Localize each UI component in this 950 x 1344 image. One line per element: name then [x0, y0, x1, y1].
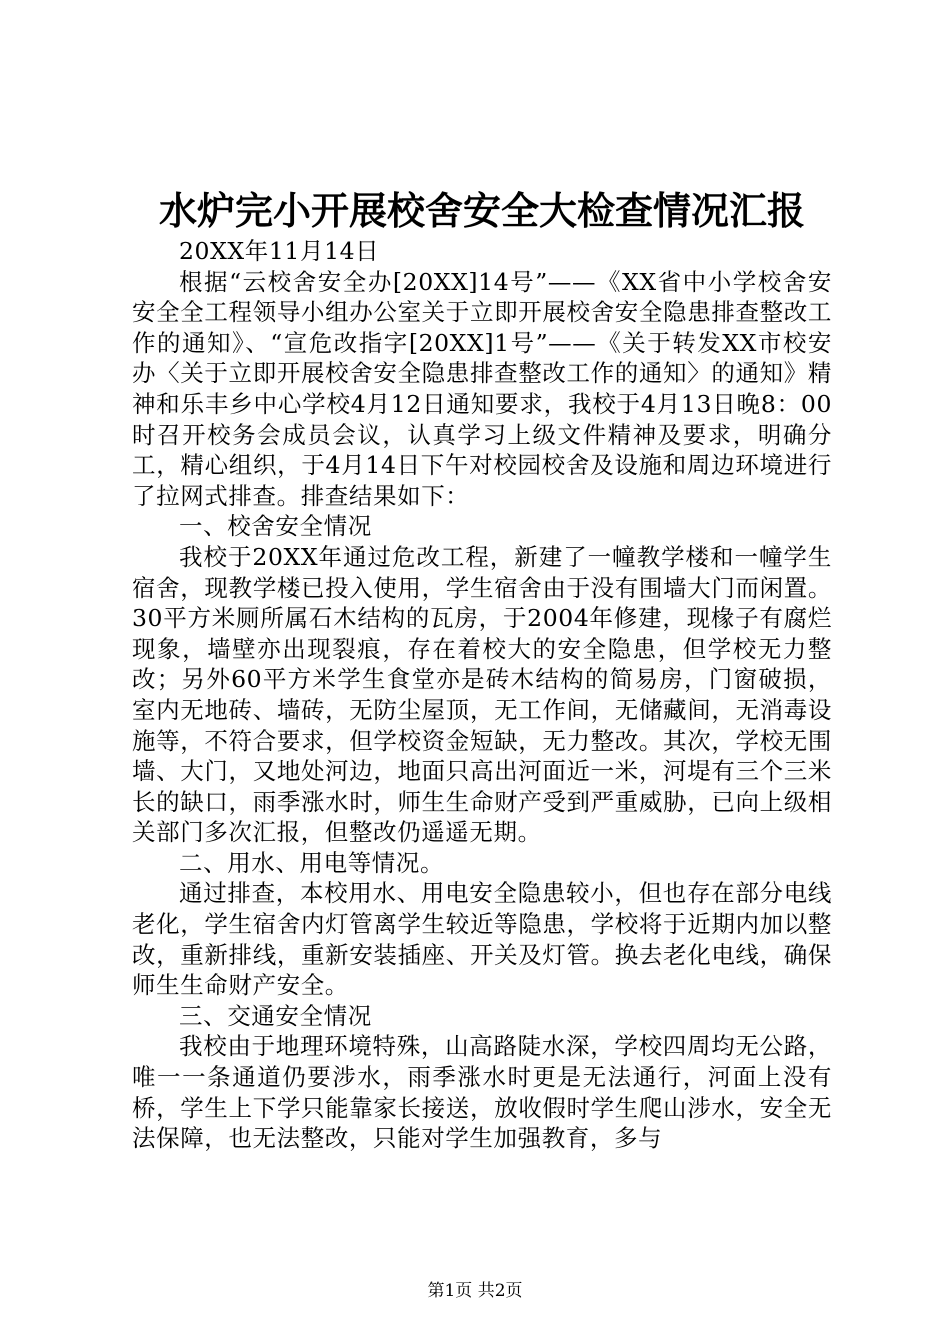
paragraph-intro: 根据“云校舍安全办[20XX]14号”——《XX省中小学校舍安安全全工程领导小组办公室关于立即开展校舍安全隐患排查整改工作的通知》、“宣危改指字[20XX]1号”——《关于转发XX市校安办〈关于立即开展校舍安全隐患排查整改工作的通知〉的通知》精神和乐丰乡中心学校4月12日通知要求，我校于4月13日晚8：00时召开校务会成员会议，认真学习上级文件精神及要求，明确分工，精心组织，于4月14日下午对校园校舍及设施和周边环境进行了拉网式排查。排查结果如下： [132, 267, 832, 510]
paragraph-school-buildings: 我校于20XX年通过危改工程，新建了一幢教学楼和一幢学生宿舍，现教学楼已投入使用，学生宿舍由于没有围墙大门而闲置。30平方米厕所属石木结构的瓦房，于2004年修建，现椽子有腐烂现象，墙壁亦出现裂痕，存在着校大的安全隐患，但学校无力整改；另外60平方米学生食堂亦是砖木结构的简易房，门窗破损，室内无地砖、墙砖，无防尘屋顶，无工作间，无储藏间，无消毒设施等，不符合要求，但学校资金短缺，无力整改。其次，学校无围墙、大门，又地处河边，地面只高出河面近一米，河堤有三个三米长的缺口，雨季涨水时，师生生命财产受到严重威胁，已向上级相关部门多次汇报，但整改仍遥遥无期。 [132, 542, 832, 847]
section-heading-traffic: 三、交通安全情况 [179, 1001, 372, 1030]
paragraph-traffic: 我校由于地理环境特殊，山高路陡水深，学校四周均无公路，唯一一条通道仍要涉水，雨季涨水时更是无法通行，河面上没有桥，学生上下学只能靠家长接送，放收假时学生爬山涉水，安全无法保障，也无法整改，只能对学生加强教育，多与 [132, 1032, 832, 1153]
page-footer: 第1页 共2页 [427, 1281, 523, 1301]
document-page [132, 0, 832, 1154]
paragraph-water-electricity: 通过排查，本校用水、用电安全隐患较小，但也存在部分电线老化，学生宿舍内灯管离学生较近等隐患，学校将于近期内加以整改，重新排线，重新安装插座、开关及灯管。换去老化电线，确保师生生命财产安全。 [132, 879, 832, 1000]
section-heading-water-electricity: 二、用水、用电等情况。 [179, 848, 445, 877]
document-body [132, 236, 832, 1154]
document-title: 水炉完小开展校舍安全大检查情况汇报 [158, 188, 805, 233]
document-date: 20XX年11月14日 [179, 237, 380, 265]
section-heading-school-buildings: 一、校舍安全情况 [179, 512, 372, 541]
